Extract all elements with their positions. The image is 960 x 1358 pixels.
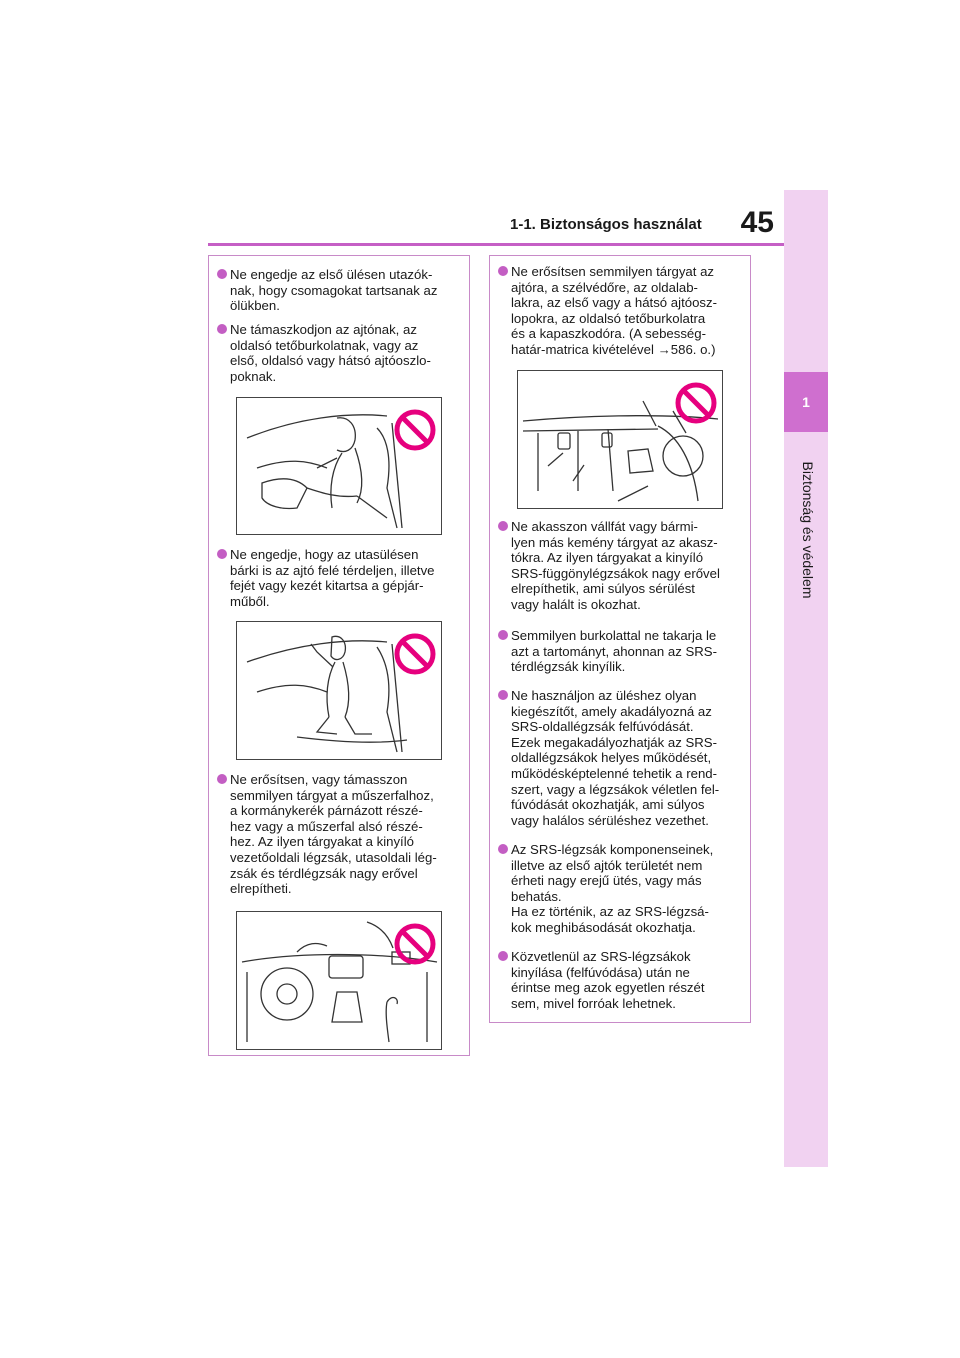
- chapter-number-tab[interactable]: 1: [784, 372, 828, 432]
- bullet-item: [217, 267, 465, 314]
- bullet-item: [498, 842, 746, 936]
- bullet-item: [217, 547, 465, 609]
- bullet-item: [498, 949, 746, 1011]
- bullet-dot-icon: [217, 774, 227, 784]
- bullet-text: Közvetlenül az SRS-légzsákok kinyílása (felfúvódása) után ne érintse meg azok egyetlen részét sem, mivel forróak lehetnek.: [511, 949, 705, 1011]
- prohibition-icon: [393, 922, 437, 966]
- bullet-item: [498, 628, 746, 675]
- bullet-text: Ne akasszon vállfát vagy bármi- lyen más kemény tárgyat az akasz- tókra. Az ilyen tárgyakat a kinyíló SRS-függönylégzsákok nagy erővel elrepíthetik, ami súlyos sérülést vagy halált is okozhat.: [511, 519, 720, 612]
- bullet-text: Ne támaszkodjon az ajtónak, az oldalsó tetőburkolatnak, vagy az első, oldalsó vagy hátsó ajtóoszlo- poknak.: [230, 322, 431, 384]
- chapter-side-tab: [784, 190, 828, 1167]
- chapter-title-vertical: Biztonság és védelem: [800, 461, 816, 599]
- bullet-dot-icon: [498, 521, 508, 531]
- section-title: 1-1. Biztonságos használat: [510, 216, 702, 233]
- bullet-text: Semmilyen burkolattal ne takarja le azt a tartományt, ahonnan az SRS- térdlégzsák kinyílik.: [511, 628, 717, 675]
- illustration-kneeling-passenger: [236, 621, 442, 760]
- prohibition-icon: [393, 408, 437, 452]
- bullet-text: Ne erősítsen, vagy támasszon semmilyen tárgyat a műszerfalhoz, a kormánykerék párnázott részé- hez vagy a műszerfal alsó részé- hez. Az ilyen tárgyakat a kinyíló vezetőoldali légzsák, utasoldali lég- zsák és térdlégzsák nagy erővel elrepítheti.: [230, 772, 437, 897]
- bullet-item: [217, 772, 465, 897]
- warning-box-right: [489, 255, 751, 1023]
- bullet-text: Ne engedje, hogy az utasülésen bárki is az ajtó felé térdeljen, illetve fejét vagy kezét kitartsa a gépjár- műből.: [230, 547, 435, 609]
- page-number: 45: [740, 206, 774, 239]
- bullet-dot-icon: [498, 951, 508, 961]
- bullet-item: [498, 264, 746, 358]
- prohibition-icon: [393, 632, 437, 676]
- warning-box-left: [208, 255, 470, 1056]
- bullet-dot-icon: [498, 690, 508, 700]
- bullet-dot-icon: [498, 630, 508, 640]
- bullet-dot-icon: [217, 549, 227, 559]
- bullet-item: [498, 519, 746, 613]
- illustration-leaning-on-door: [236, 397, 442, 535]
- bullet-text: Ne engedje az első ülésen utazók- nak, hogy csomagokat tartsanak az ölükben.: [230, 267, 438, 314]
- bullet-dot-icon: [217, 324, 227, 334]
- illustration-windshield-objects: [517, 370, 723, 509]
- bullet-dot-icon: [217, 269, 227, 279]
- bullet-text: Ne erősítsen semmilyen tárgyat az ajtóra, a szélvédőre, az oldalab- lakra, az első vagy a hátsó ajtóosz- lopokra, az oldalsó tetőburkolatra és a kapaszkodóra. (A sebesség- határ-matrica kivételével →586. o.): [511, 264, 717, 357]
- bullet-text: Az SRS-légzsák komponenseinek, illetve az első ajtók területét nem érheti nagy erejű ütés, vagy más behatás. Ha ez történik, az az SRS-légzsá- kok meghibásodását okozhatja.: [511, 842, 714, 935]
- bullet-dot-icon: [498, 266, 508, 276]
- bullet-dot-icon: [498, 844, 508, 854]
- bullet-item: [498, 688, 746, 828]
- prohibition-icon: [674, 381, 718, 425]
- bullet-text: Ne használjon az üléshez olyan kiegészítőt, amely akadályozná az SRS-oldallégzsák felfúvódását. Ezek megakadályozhatják az SRS- oldallégzsákok helyes működését, működésképtelenné tehetik a rend- szert, vagy a légzsákok véletlen fel- fúvódását okozhatják, ami súlyos vagy halálos sérüléshez vezethet.: [511, 688, 720, 828]
- illustration-dashboard-objects: [236, 911, 442, 1050]
- bullet-item: [217, 322, 465, 384]
- header-rule: [208, 243, 784, 246]
